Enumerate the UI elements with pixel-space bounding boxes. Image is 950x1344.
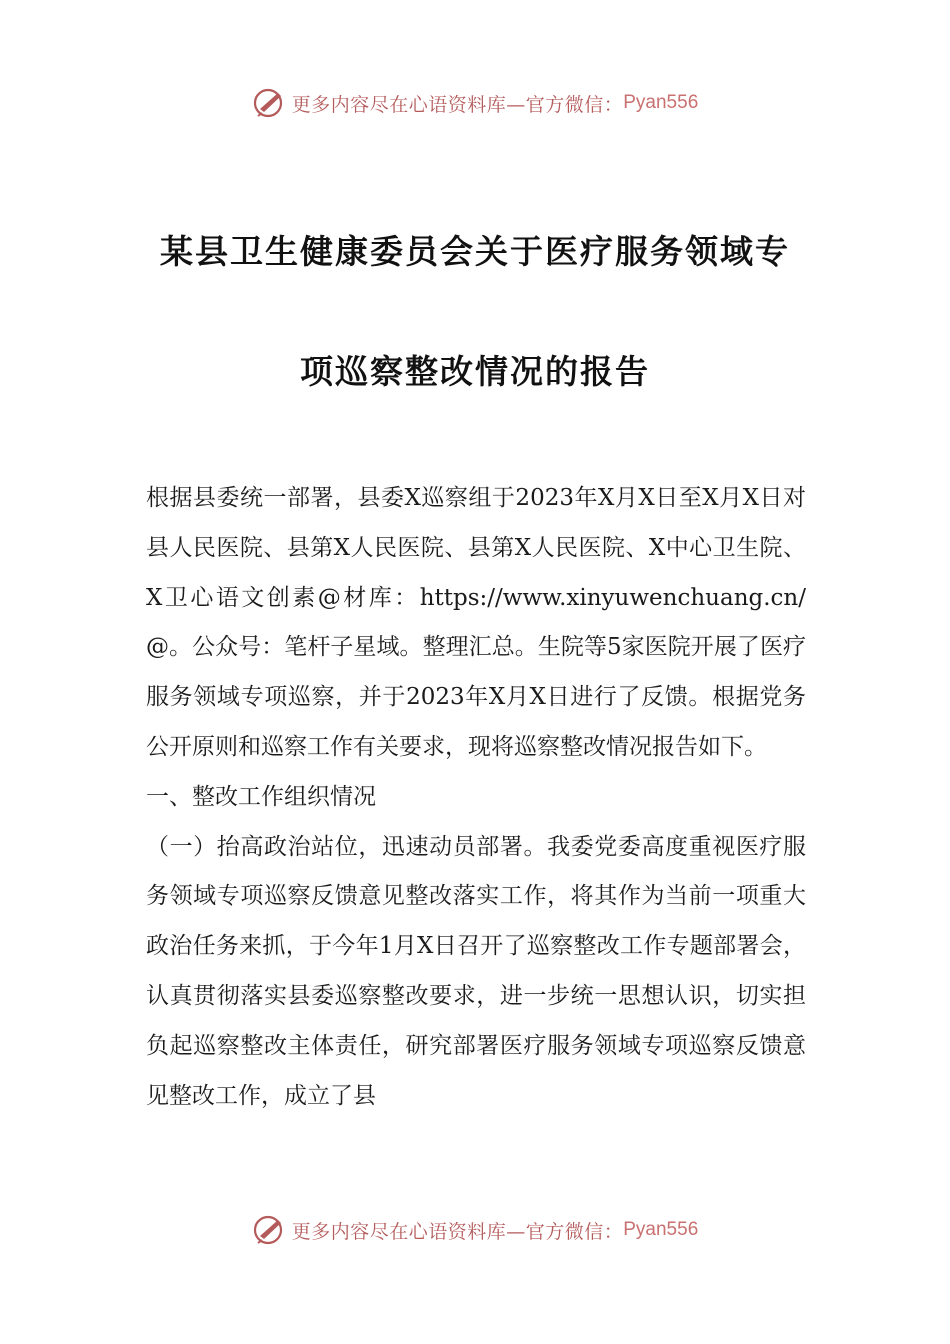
section-heading-1: 一、整改工作组织情况: [146, 783, 376, 810]
watermark-handle-footer: Pyan556: [623, 1219, 699, 1240]
document-title-line-1: 某县卫生健康委员会关于医疗服务领域专: [160, 232, 790, 271]
pen-logo-icon: [252, 85, 288, 121]
watermark-text: 更多内容尽在心语资料库—官方微信：: [291, 93, 624, 116]
paragraph-intro: 根据县委统一部署，县委X巡察组于2023年X月X日至X月X日对县人民医院、县第X人民医院、县第X人民医院、X中心卫生院、X卫心语文创素@材库：https://www.xinyuwenchuang.cn/@。公众号：笔杆子星域。整理汇总。生院等5家医院开展了医疗服务领域专项巡察，并于2023年X月X日进行了反馈。根据党务公开原则和巡察工作有关要求，现将巡察整改情况报告如下。: [146, 485, 806, 760]
watermark-footer: [0, 1210, 950, 1250]
watermark-header: [0, 83, 950, 123]
document-body: [146, 474, 806, 1121]
document-title-line-2: 项巡察整改情况的报告: [300, 352, 650, 391]
pen-logo-icon: [252, 1212, 288, 1248]
watermark-handle: Pyan556: [623, 92, 699, 113]
paragraph-section-1-1: （一）抬高政治站位，迅速动员部署。我委党委高度重视医疗服务领域专项巡察反馈意见整改落实工作，将其作为当前一项重大政治任务来抓，于今年1月X日召开了巡察整改工作专题部署会，认真贯彻落实县委巡察整改要求，进一步统一思想认识，切实担负起巡察整改主体责任，研究部署医疗服务领域专项巡察反馈意见整改工作，成立了县: [146, 833, 806, 1109]
watermark-text-footer: 更多内容尽在心语资料库—官方微信：: [291, 1220, 624, 1243]
